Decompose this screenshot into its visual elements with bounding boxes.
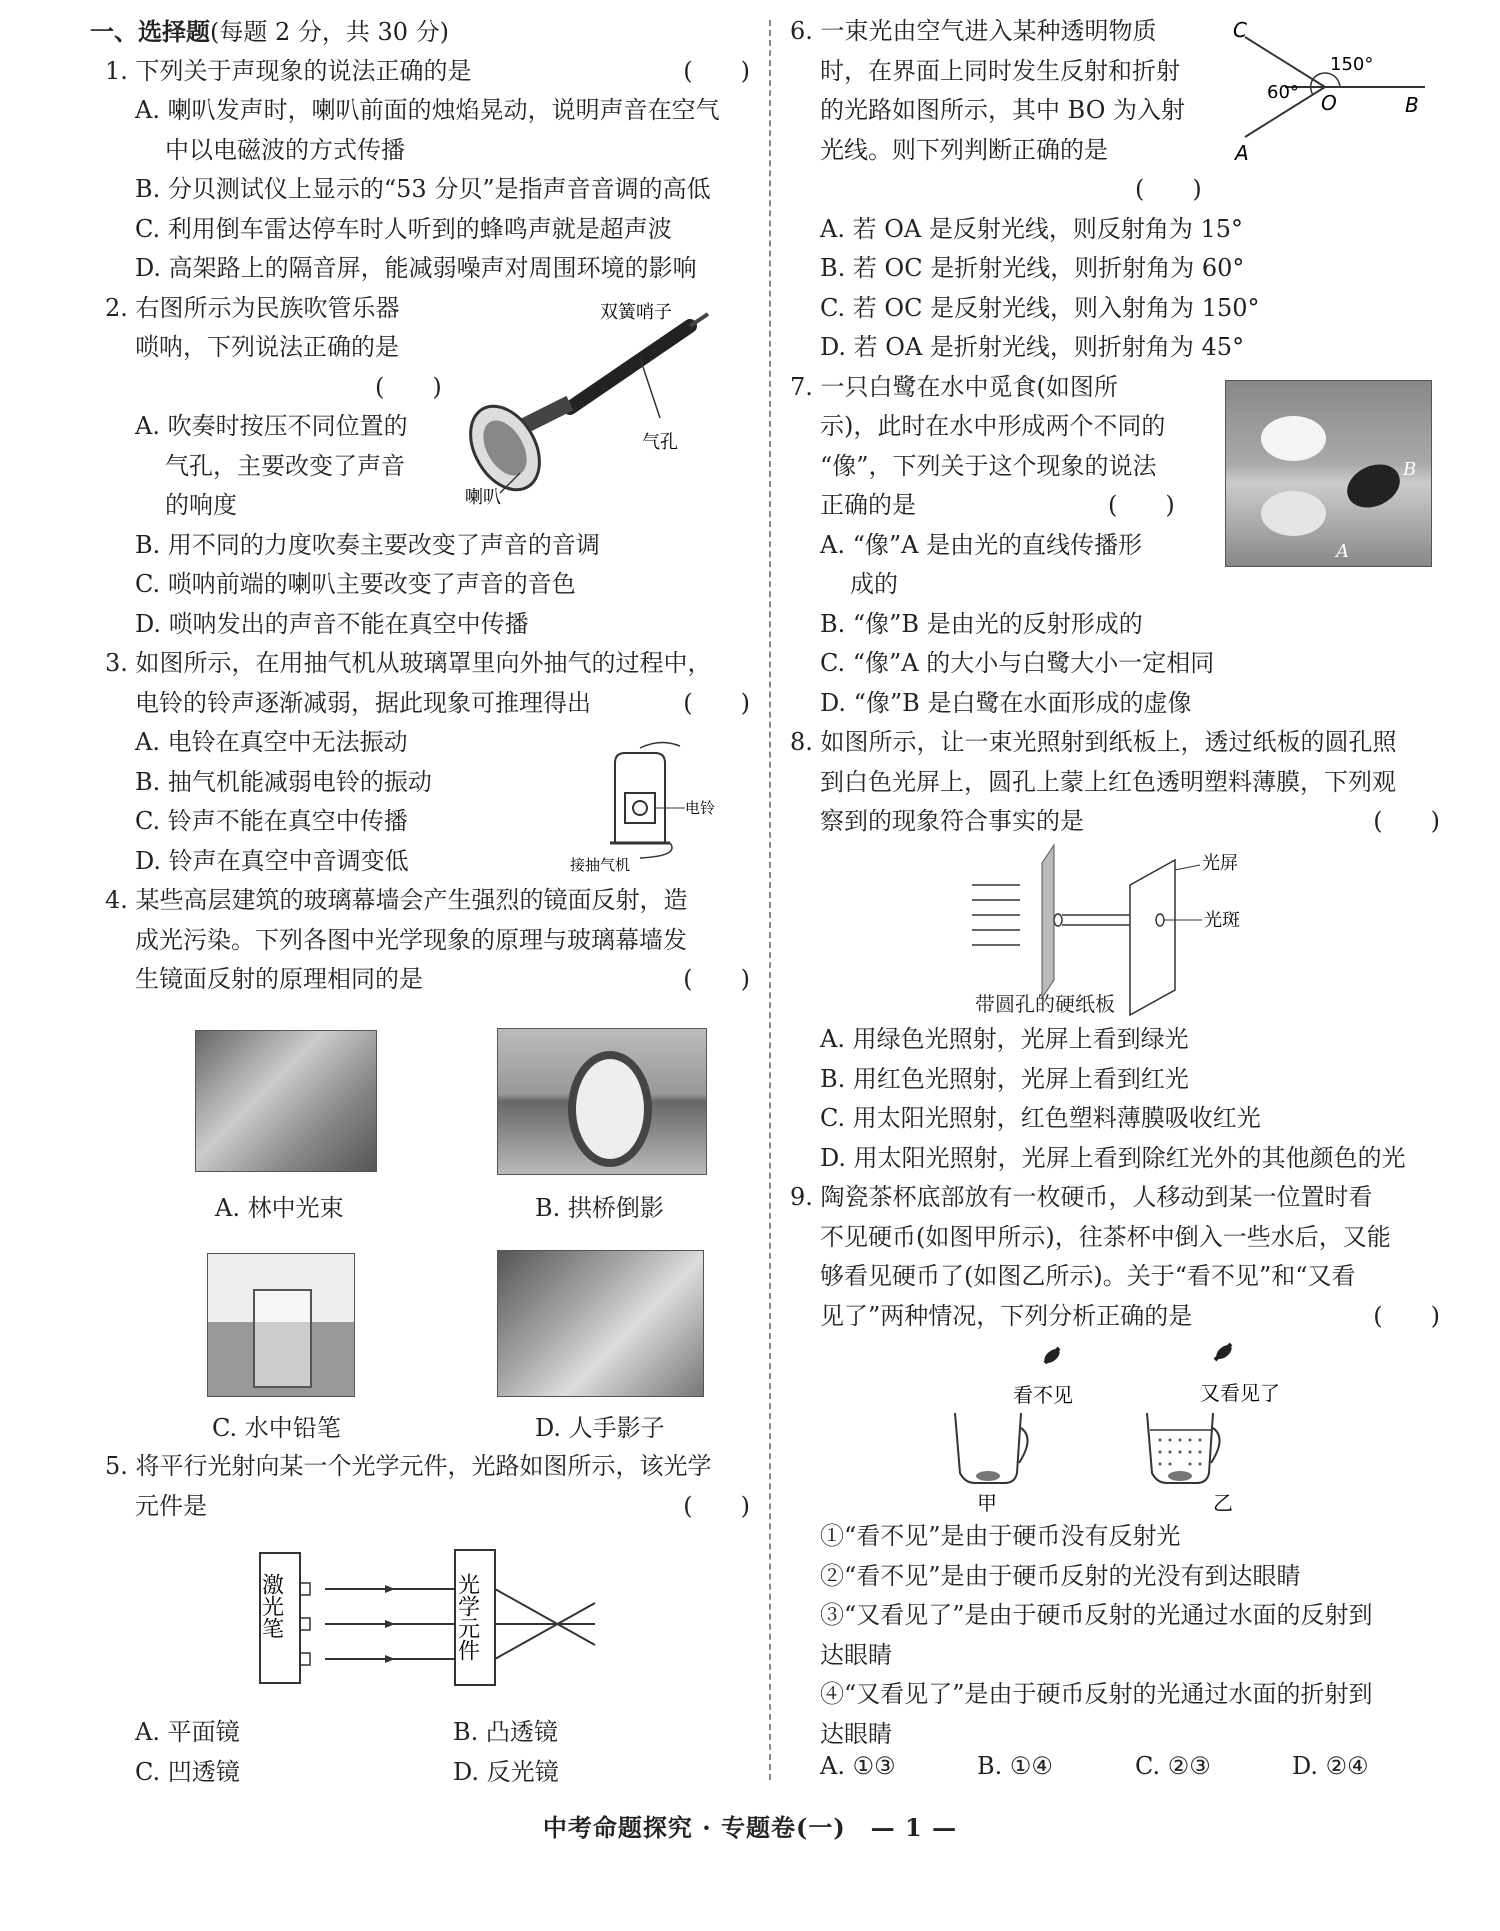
q2-stem: 2. 右图所示为民族吹管乐器: [105, 293, 400, 322]
page-footer: 中考命题探究 · 专题卷(一) — 1 —: [542, 1813, 958, 1842]
q7-stem-cont: 示)，此时在水中形成两个不同的: [820, 412, 1166, 440]
q9-stem-cont3: 见了”两种情况，下列分析正确的是 ( ): [820, 1301, 1440, 1330]
q3-stem: 3. 如图所示，在用抽气机从玻璃罩里向外抽气的过程中，: [105, 649, 712, 677]
q6-stem-cont2: 的光路如图所示，其中 BO 为入射: [820, 96, 1186, 124]
q2-option-a-cont: 气孔，主要改变了声音: [165, 451, 405, 480]
q2-option-c: C. 唢呐前端的喇叭主要改变了声音的音色: [135, 570, 576, 598]
pencil-in-water-image: [207, 1253, 355, 1397]
q5-option-a: A. 平面镜: [135, 1718, 240, 1746]
q5-option-d: D. 反光镜: [453, 1758, 559, 1786]
refraction-figure: [1225, 12, 1435, 165]
q6-stem-cont3: 光线。则下列判断正确的是: [820, 135, 1108, 164]
egret-label-a: A: [1336, 541, 1349, 562]
forest-light-image: [195, 1030, 377, 1172]
q6-paren: ( ): [1135, 175, 1202, 203]
q4-stem: 4. 某些高层建筑的玻璃幕墙会产生强烈的镜面反射，造: [105, 886, 688, 914]
q9-statement-3: ③“又看见了”是由于硬币反射的光通过水面的反射到: [820, 1601, 1373, 1629]
q6-option-b: B. 若 OC 是折射光线，则折射角为 60°: [820, 254, 1245, 282]
q9-statement-4-cont: 达眼睛: [820, 1719, 892, 1748]
q2-option-d: D. 唢呐发出的声音不能在真空中传播: [135, 609, 529, 638]
q3-option-c: C. 铃声不能在真空中传播: [135, 807, 408, 835]
q6-option-c: C. 若 OC 是反射光线，则入射角为 150°: [820, 293, 1260, 322]
q8-option-a: A. 用绿色光照射，光屏上看到绿光: [820, 1025, 1189, 1053]
bell-label: 电铃: [685, 799, 716, 817]
q2-paren: ( ): [375, 372, 442, 401]
q8-stem: 8. 如图所示，让一束光照射到纸板上，透过纸板的圆孔照: [790, 728, 1397, 756]
q7-option-a: A. “像”A 是由光的直线传播形: [820, 530, 1143, 559]
q9-statement-2: ②“看不见”是由于硬币反射的光没有到达眼睛: [820, 1561, 1301, 1590]
q7-option-a-cont: 成的: [850, 570, 898, 598]
q6-option-d: D. 若 OA 是折射光线，则折射角为 45°: [820, 333, 1245, 361]
egret-label-b: B: [1403, 459, 1417, 480]
fig6-angle-150: 150°: [1330, 54, 1374, 75]
q6-option-a: A. 若 OA 是反射光线，则反射角为 15°: [820, 214, 1244, 243]
suona-reed-label: 双簧哨子: [600, 302, 672, 323]
q7-option-c: C. “像”A 的大小与白鹭大小一定相同: [820, 649, 1215, 677]
q3-option-a: A. 电铃在真空中无法振动: [135, 728, 408, 756]
q5-option-c: C. 凹透镜: [135, 1758, 240, 1786]
hand-shadow-image: [497, 1250, 704, 1397]
fig6-angle-60: 60°: [1267, 82, 1299, 103]
q5-option-b: B. 凸透镜: [453, 1718, 558, 1746]
q9-statement-3-cont: 达眼睛: [820, 1640, 892, 1669]
laser-label: 激光笔: [258, 1573, 284, 1639]
q1-option-d: D. 高架路上的隔音屏，能减弱噪声对周围环境的影响: [135, 254, 697, 282]
q9-stem-cont2: 够看见硬币了(如图乙所示)。关于“看不见”和“又看: [820, 1262, 1356, 1290]
q4-stem-cont2: 生镜面反射的原理相同的是 ( ): [135, 965, 750, 993]
q9-statement-1: ①“看不见”是由于硬币没有反射光: [820, 1522, 1181, 1550]
q9-option-c: C. ②③: [1135, 1752, 1211, 1780]
q9-option-b: B. ①④: [977, 1752, 1053, 1780]
q2-option-b: B. 用不同的力度吹奏主要改变了声音的音调: [135, 530, 600, 559]
fig6-label-c: C: [1233, 18, 1247, 42]
suona-horn-label: 喇叭: [465, 487, 501, 508]
q1-option-a: A. 喇叭发声时，喇叭前面的烛焰晃动，说明声音在空气: [135, 96, 720, 124]
spot-label: 光斑: [1204, 910, 1240, 931]
pump-label: 接抽气机: [570, 856, 631, 874]
cup-right-label: 又看见了: [1200, 1381, 1280, 1405]
q4-caption-c: C. 水中铅笔: [212, 1414, 341, 1442]
cup-jia-label: 甲: [977, 1491, 997, 1515]
board-label: 带圆孔的硬纸板: [975, 992, 1115, 1016]
element-label: 光学元件: [454, 1573, 480, 1661]
suona-hole-label: 气孔: [642, 432, 678, 453]
q9-option-d: D. ②④: [1292, 1752, 1369, 1780]
q1-option-b: B. 分贝测试仪上显示的“53 分贝”是指声音音调的高低: [135, 175, 711, 203]
column-divider: [769, 20, 771, 1780]
q2-option-a: A. 吹奏时按压不同位置的: [135, 412, 408, 440]
q7-option-b: B. “像”B 是由光的反射形成的: [820, 609, 1143, 638]
q3-option-d: D. 铃声在真空中音调变低: [135, 846, 409, 875]
q7-option-d: D. “像”B 是白鹭在水面形成的虚像: [820, 688, 1192, 717]
q8-stem-cont2: 察到的现象符合事实的是 ( ): [820, 807, 1440, 835]
q7-stem: 7. 一只白鹭在水中觅食(如图所: [790, 372, 1118, 401]
q1-option-a-cont: 中以电磁波的方式传播: [165, 135, 405, 164]
q8-q9-block: [790, 1020, 1440, 1336]
q4-caption-a: A. 林中光束: [215, 1194, 344, 1222]
q6-stem: 6. 一束光由空气进入某种透明物质: [790, 17, 1157, 45]
cup-left-label: 看不见: [1013, 1383, 1073, 1407]
q9-stem: 9. 陶瓷茶杯底部放有一枚硬币，人移动到某一位置时看: [790, 1183, 1373, 1211]
q6-stem-cont: 时，在界面上同时发生反射和折射: [820, 56, 1180, 85]
fig6-label-o: O: [1321, 91, 1337, 115]
cup-yi-label: 乙: [1213, 1491, 1233, 1515]
arch-bridge-image: [497, 1028, 707, 1175]
q9-stem-cont: 不见硬币(如图甲所示)，往茶杯中倒入一些水后，又能: [820, 1222, 1391, 1251]
q5-stem: 5. 将平行光射向某一个光学元件，光路如图所示，该光学: [105, 1452, 712, 1480]
q7-stem-cont3: 正确的是 ( ): [820, 491, 1175, 519]
q8-option-d: D. 用太阳光照射，光屏上看到除红光外的其他颜色的光: [820, 1143, 1406, 1172]
q2-stem-cont: 唢呐，下列说法正确的是: [135, 333, 399, 361]
q4-stem-cont: 成光污染。下列各图中光学现象的原理与玻璃幕墙发: [135, 925, 687, 954]
fig6-label-a: A: [1235, 141, 1249, 165]
q3-option-b: B. 抽气机能减弱电铃的振动: [135, 767, 432, 796]
q9-option-a: A. ①③: [820, 1752, 896, 1780]
suona-figure: [460, 298, 720, 518]
lens-diagram: [255, 1545, 615, 1690]
q4-caption-d: D. 人手影子: [535, 1414, 665, 1442]
q9-statements: [790, 1517, 1440, 1754]
fig6-label-b: B: [1405, 93, 1419, 117]
bell-jar-figure: [570, 738, 750, 873]
q8-option-c: C. 用太阳光照射，红色塑料薄膜吸收红光: [820, 1104, 1261, 1132]
q8-option-b: B. 用红色光照射，光屏上看到红光: [820, 1064, 1189, 1093]
egret-image: [1225, 380, 1432, 567]
screen-label: 光屏: [1202, 853, 1238, 874]
q4-caption-b: B. 拱桥倒影: [535, 1194, 664, 1222]
q2-option-a-cont2: 的响度: [165, 491, 237, 519]
teacup-figure: [935, 1338, 1280, 1515]
q8-stem-cont: 到白色光屏上，圆孔上蒙上红色透明塑料薄膜，下列观: [820, 767, 1396, 796]
section-heading: 一、选择题(每题 2 分，共 30 分): [90, 17, 450, 46]
q5-stem-cont: 元件是 ( ): [135, 1491, 750, 1520]
q7-stem-cont2: “像”，下列关于这个现象的说法: [820, 451, 1157, 480]
q1-option-c: C. 利用倒车雷达停车时人听到的蜂鸣声就是超声波: [135, 214, 672, 243]
q9-statement-4: ④“又看见了”是由于硬币反射的光通过水面的折射到: [820, 1680, 1373, 1708]
q3-stem-cont: 电铃的铃声逐渐减弱，据此现象可推理得出 ( ): [135, 688, 750, 717]
q5-block: [105, 1447, 750, 1526]
q1-stem: 1. 下列关于声现象的说法正确的是 ( ): [105, 56, 750, 85]
